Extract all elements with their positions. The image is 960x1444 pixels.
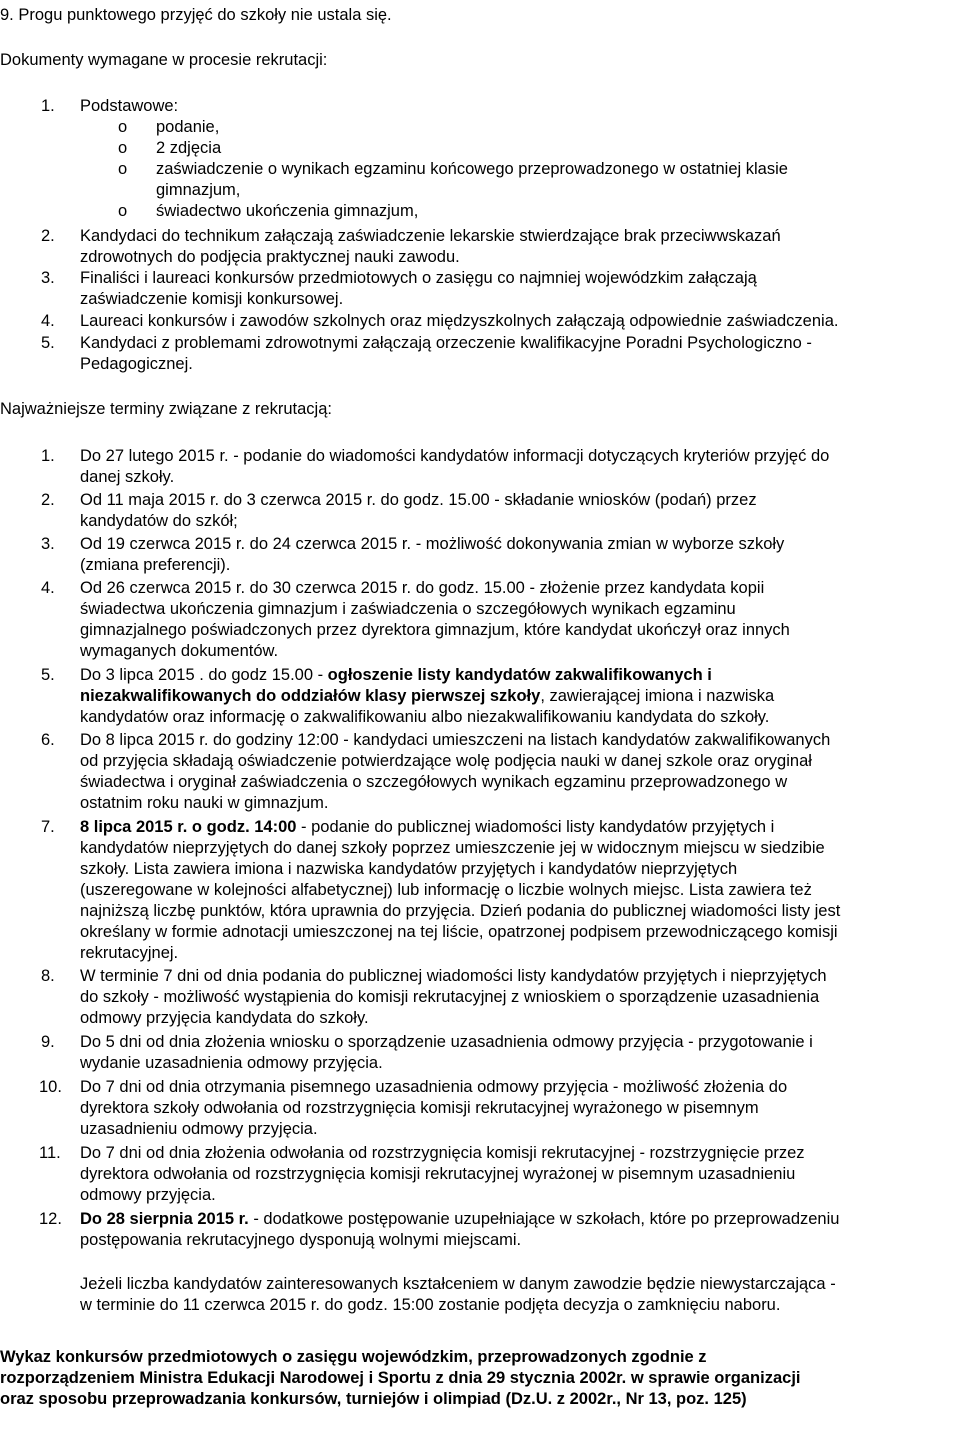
list-item-text: kandydatów do szkół;: [80, 512, 238, 530]
list-number: 5.: [41, 334, 55, 352]
list-item-text: Laureaci konkursów i zawodów szkolnych oraz międzyszkolnych załączają odpowiednie zaświadczenia.: [80, 312, 839, 330]
list-item-text: Do 7 dni od dnia otrzymania pisemnego uzasadnienia odmowy przyjęcia - możliwość złożenia do: [80, 1078, 788, 1096]
list-number: 1.: [41, 97, 55, 115]
list-item-text: Podstawowe:: [80, 97, 179, 115]
list-number: 9.: [41, 1033, 55, 1051]
bullet-item: zaświadczenie o wynikach egzaminu końcowego przeprowadzonego w ostatniej klasie: [156, 160, 788, 178]
list-item-text: Do 8 lipca 2015 r. do godziny 12:00 - kandydaci umieszczeni na listach kandydatów zakwalifikowanych: [80, 731, 831, 749]
list-item-text: Kandydaci do technikum załączają zaświadczenie lekarskie stwierdzające brak przeciwwskazań: [80, 227, 781, 245]
list-item-text: Kandydaci z problemami zdrowotnymi załączają orzeczenie kwalifikacyjne Poradni Psychologiczno -: [80, 334, 812, 352]
list-item-text: od przyjęcia składają oświadczenie potwierdzające wolę podjęcia nauki w danej szkole oraz oryginał: [80, 752, 812, 770]
list-number: 8.: [41, 967, 55, 985]
intro-line: 9. Progu punktowego przyjęć do szkoły nie ustala się.: [0, 6, 392, 24]
list-item-text: Od 26 czerwca 2015 r. do 30 czerwca 2015 r. do godz. 15.00 - złożenie przez kandydata kopii: [80, 579, 765, 597]
list-item-text: Od 19 czerwca 2015 r. do 24 czerwca 2015 r. - możliwość dokonywania zmian w wyborze szkoły: [80, 535, 785, 553]
list-item-text: [80, 686, 774, 707]
list-number: 12.: [39, 1210, 62, 1228]
list-item-text: Do 7 dni od dnia złożenia odwołania od rozstrzygnięcia komisji rekrutacyjnej - rozstrzygnięcie przez: [80, 1144, 805, 1162]
list-item-text: W terminie 7 dni od dnia podania do publicznej wiadomości listy kandydatów przyjętych i nieprzyjętych: [80, 967, 827, 985]
list-item-text: kandydatów nieprzyjętych do danej szkoły poprzez umieszczenie jej w widocznym miejscu w siedzibie: [80, 839, 825, 857]
list-item-text: wydanie uzasadnienia odmowy przyjęcia.: [80, 1054, 383, 1072]
bold-text: ogłoszenie listy kandydatów zakwalifikowanych i: [327, 666, 712, 684]
list-item-text: Do 27 lutego 2015 r. - podanie do wiadomości kandydatów informacji dotyczących kryteriów przyjęć do: [80, 447, 830, 465]
list-item-text: odmowy przyjęcia.: [80, 1186, 216, 1204]
list-item-text: określany w formie adnotacji umieszczonej na tej liście, opatrzonej podpisem przewodniczącego komisji: [80, 923, 838, 941]
list-number: 5.: [41, 666, 55, 684]
footer-heading: rozporządzeniem Ministra Edukacji Narodowej i Sportu z dnia 29 stycznia 2002r. w sprawie organizacji: [0, 1369, 801, 1387]
bullet-item: 2 zdjęcia: [156, 139, 222, 157]
list-item-text: Finaliści i laureaci konkursów przedmiotowych o zasięgu co najmniej wojewódzkim załączają: [80, 269, 757, 287]
list-number: 10.: [39, 1078, 62, 1096]
bold-text: niezakwalifikowanych do oddziałów klasy pierwszej szkoły: [80, 687, 541, 705]
footer-heading: oraz sposobu przeprowadzania konkursów, turniejów i olimpiad (Dz.U. z 2002r., Nr 13, poz. 125): [0, 1390, 747, 1408]
list-number: 6.: [41, 731, 55, 749]
list-item-text: rekrutacyjnej.: [80, 944, 179, 962]
list-item-text: wymaganych dokumentów.: [80, 642, 279, 660]
bullet-marker: o: [118, 202, 128, 220]
bullet-item-continued: gimnazjum,: [156, 181, 241, 199]
list-item-text: dyrektora odwołania od rozstrzygnięcia komisji rekrutacyjnej wyrażonej w pisemnym uzasadnieniu: [80, 1165, 796, 1183]
bullet-marker: o: [118, 139, 128, 157]
list-item-text: ostatnim roku nauki w gimnazjum.: [80, 794, 329, 812]
documents-heading: Dokumenty wymagane w procesie rekrutacji:: [0, 51, 328, 69]
plain-text: - dodatkowe postępowanie uzupełniające w szkołach, które po przeprowadzeniu: [248, 1210, 840, 1228]
deadlines-heading: Najważniejsze terminy związane z rekrutacją:: [0, 400, 332, 418]
plain-text: Do 3 lipca 2015 . do godz 15.00 -: [80, 666, 328, 684]
bullet-item: podanie,: [156, 118, 220, 136]
list-item-text: uzasadnieniu odmowy przyjęcia.: [80, 1120, 318, 1138]
plain-text: - podanie do publicznej wiadomości listy kandydatów przyjętych i: [296, 818, 775, 836]
list-item-text: danej szkoły.: [80, 468, 175, 486]
list-item-text: postępowania rekrutacyjnego dysponują wolnymi miejscami.: [80, 1231, 522, 1249]
list-item-text: (uszeregowane w kolejności alfabetycznej) lub informację o liczbie wolnych miejsc. Lista zawiera też: [80, 881, 812, 899]
list-item-text: do szkoły - możliwość wystąpienia do komisji rekrutacyjnej z wnioskiem o sporządzenie uzasadnienia: [80, 988, 820, 1006]
bold-text: Do 28 sierpnia 2015 r.: [80, 1210, 249, 1228]
list-number: 2.: [41, 227, 55, 245]
list-item-text: świadectwa i oryginał zaświadczenia o szczegółowych wynikach egzaminu przeprowadzonego w: [80, 773, 788, 791]
list-item-text: zaświadczenie komisji konkursowej.: [80, 290, 344, 308]
list-item-text: [80, 817, 774, 838]
list-item-text: gimnazjalnego poświadczonych przez dyrektora gimnazjum, które kandydat ukończył oraz innych: [80, 621, 790, 639]
note-text: Jeżeli liczba kandydatów zainteresowanych kształceniem w danym zawodzie będzie niewystarczająca -: [80, 1275, 836, 1293]
plain-text: , zawierającej imiona i nazwiska: [540, 687, 775, 705]
list-item-text: szkoły. Lista zawiera imiona i nazwiska kandydatów przyjętych i kandydatów nieprzyjętych: [80, 860, 738, 878]
list-item-text: (zmiana preferencji).: [80, 556, 231, 574]
list-number: 3.: [41, 535, 55, 553]
list-item-text: [80, 1209, 839, 1230]
list-item-text: świadectwa ukończenia gimnazjum i zaświadczenia o szczegółowych wynikach egzaminu: [80, 600, 736, 618]
list-number: 4.: [41, 579, 55, 597]
list-item-text: [80, 665, 712, 686]
list-number: 7.: [41, 818, 55, 836]
bullet-item: świadectwo ukończenia gimnazjum,: [156, 202, 419, 220]
list-number: 1.: [41, 447, 55, 465]
bullet-marker: o: [118, 118, 128, 136]
list-item-text: zdrowotnych do podjęcia praktycznej nauki zawodu.: [80, 248, 460, 266]
list-item-text: Pedagogicznej.: [80, 355, 193, 373]
list-number: 4.: [41, 312, 55, 330]
list-item-text: kandydatów oraz informację o zakwalifikowaniu albo niezakwalifikowaniu kandydata do szkoły.: [80, 708, 770, 726]
list-number: 3.: [41, 269, 55, 287]
list-item-text: odmowy przyjęcia kandydata do szkoły.: [80, 1009, 369, 1027]
list-number: 11.: [39, 1144, 61, 1162]
footer-heading: Wykaz konkursów przedmiotowych o zasięgu wojewódzkim, przeprowadzonych zgodnie z: [0, 1348, 707, 1366]
list-item-text: Do 5 dni od dnia złożenia wniosku o sporządzenie uzasadnienia odmowy przyjęcia - przygotowanie i: [80, 1033, 813, 1051]
list-item-text: najniższą liczbę punktów, która uprawnia do przyjęcia. Dzień podania do publicznej wiadomości listy jest: [80, 902, 841, 920]
list-number: 2.: [41, 491, 55, 509]
bold-text: 8 lipca 2015 r. o godz. 14:00: [80, 818, 297, 836]
bullet-marker: o: [118, 160, 128, 178]
list-item-text: dyrektora szkoły odwołania od rozstrzygnięcia komisji rekrutacyjnej wyrażonego w pisemnym: [80, 1099, 759, 1117]
note-text: w terminie do 11 czerwca 2015 r. do godz. 15:00 zostanie podjęta decyzja o zamknięciu naboru.: [80, 1296, 781, 1314]
list-item-text: Od 11 maja 2015 r. do 3 czerwca 2015 r. do godz. 15.00 - składanie wniosków (podań) przez: [80, 491, 757, 509]
